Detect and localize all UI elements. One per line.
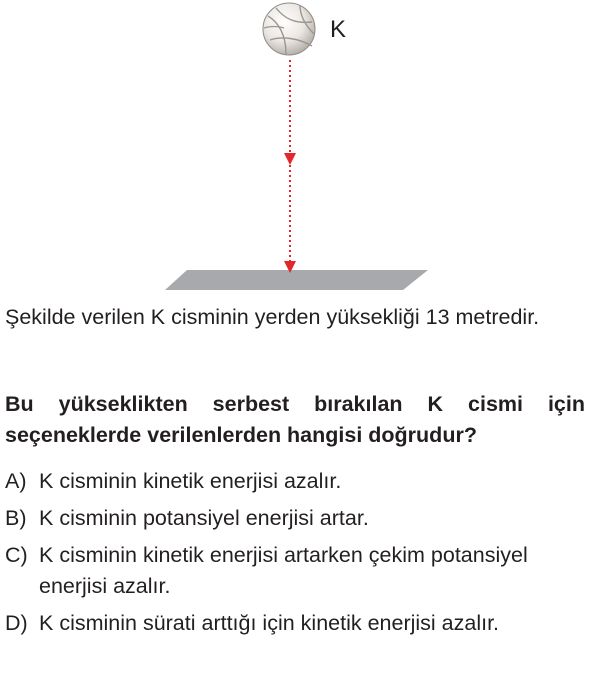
figure-drawing	[0, 0, 591, 300]
answer-options	[5, 466, 585, 645]
arrow-head-middle	[284, 153, 296, 165]
option-letter: B)	[5, 506, 27, 530]
option-text: K cisminin kinetik enerjisi azalır.	[39, 469, 342, 493]
option-a[interactable]	[5, 466, 585, 497]
option-letter: D)	[5, 611, 28, 635]
option-c[interactable]	[5, 540, 585, 602]
volleyball-icon	[263, 3, 315, 55]
option-text: K cisminin potansiyel enerjisi artar.	[39, 506, 369, 530]
ground-surface	[165, 270, 428, 290]
question-stem: Şekilde verilen K cisminin yerden yüksekliği 13 metredir.	[5, 305, 540, 329]
option-b[interactable]	[5, 503, 585, 534]
question-text: Bu yükseklikten serbest bırakılan K cismi için seçeneklerde verilenlerden hangisi doğrudur?	[5, 392, 585, 447]
falling-ball-figure	[0, 0, 591, 300]
object-label: K	[330, 16, 347, 43]
option-letter: C)	[5, 543, 28, 567]
option-letter: A)	[5, 469, 27, 493]
option-text: K cisminin kinetik enerjisi artarken çekim potansiyel enerjisi azalır.	[39, 543, 528, 598]
option-d[interactable]	[5, 608, 585, 639]
option-text: K cisminin sürati arttığı için kinetik enerjisi azalır.	[39, 611, 500, 635]
